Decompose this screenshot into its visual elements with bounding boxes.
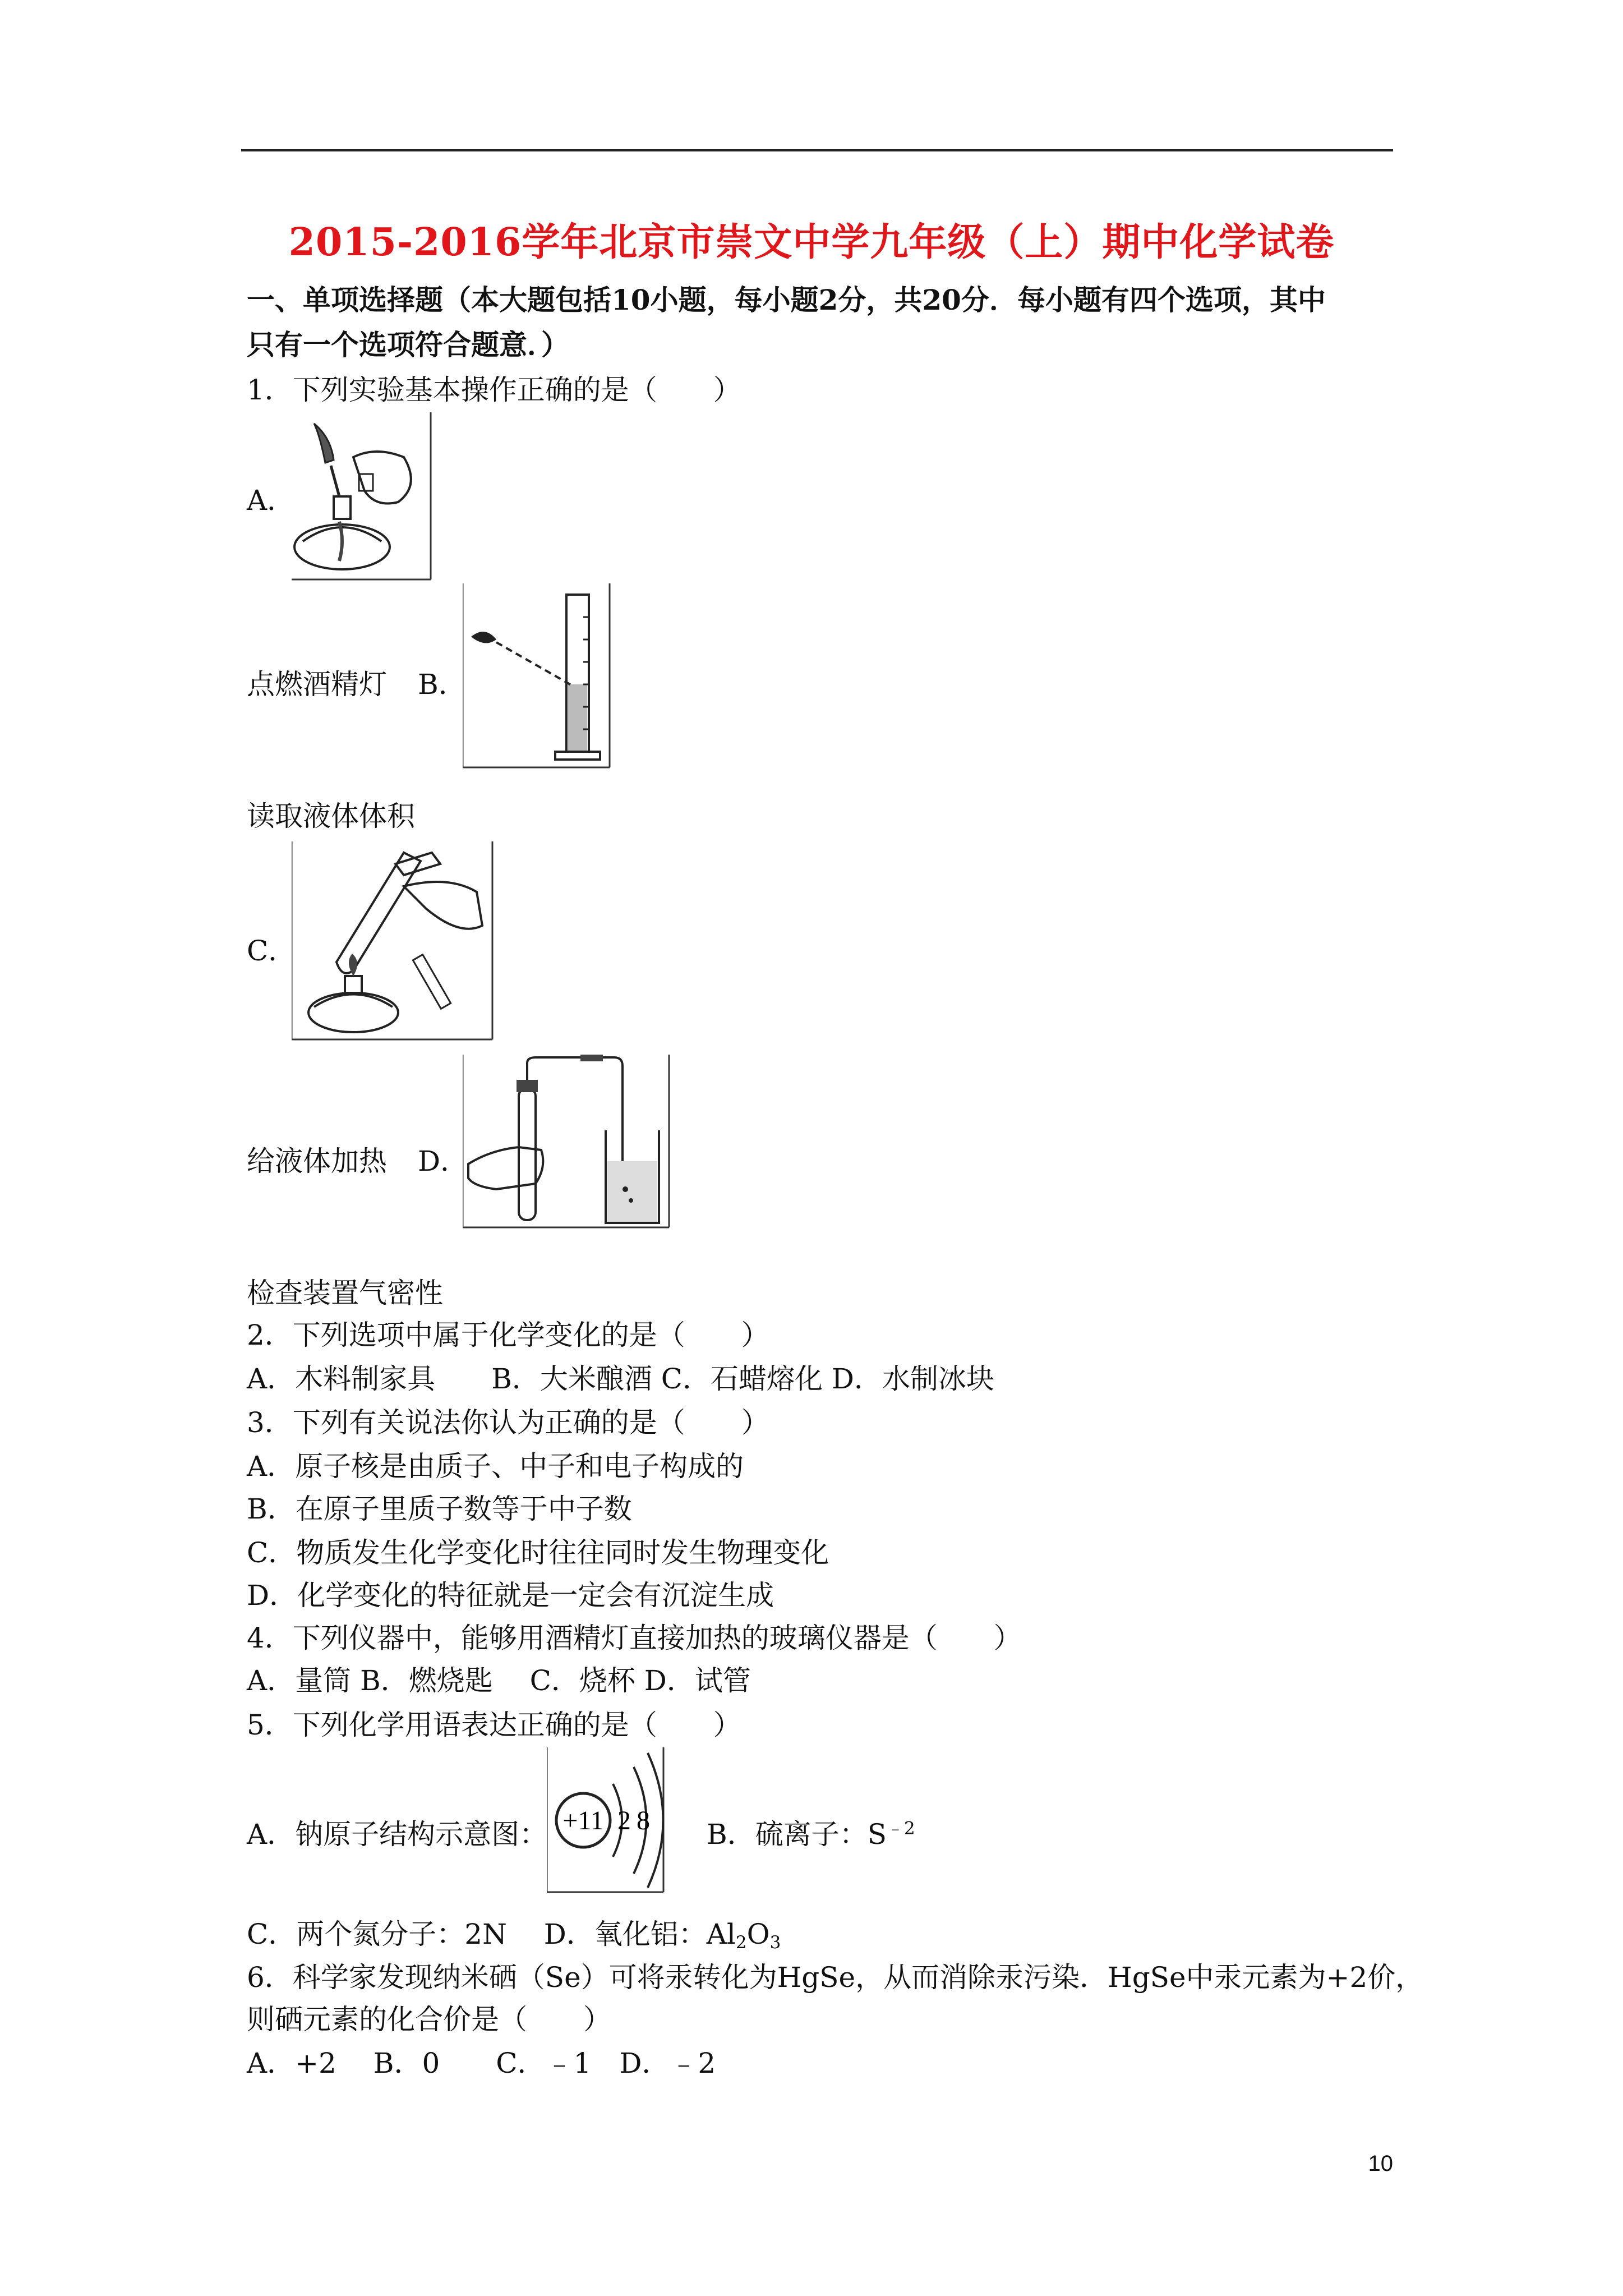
q1-figure-c-heating-liquid — [292, 841, 494, 1041]
q1-caption-d: 检查装置气密性 — [247, 1277, 443, 1309]
q1-caption-c: 给液体加热 — [247, 1145, 387, 1177]
q1-figure-a-alcohol-lamp — [292, 412, 432, 581]
q1-stem: 1．下列实验基本操作正确的是（ ） — [247, 374, 741, 406]
page-number: 10 — [1368, 2151, 1393, 2176]
q1-caption-b: 读取液体体积 — [247, 800, 415, 832]
q1-option-c-label: C． — [247, 935, 297, 967]
q6-options: A．+2 B．0 C．﹣1 D．﹣2 — [247, 2047, 716, 2079]
section-heading-line1: 一、单项选择题（本大题包括10小题，每小题2分，共20分．每小题有四个选项，其中 — [247, 283, 1326, 316]
q1-caption-a: 点燃酒精灯 — [247, 668, 387, 701]
q5-stem: 5．下列化学用语表达正确的是（ ） — [247, 1709, 741, 1741]
q5-nucleus-charge: +11 — [562, 1806, 604, 1835]
q6-stem-line1: 6．科学家发现纳米硒（Se）可将汞转化为HgSe，从而消除汞污染．HgSe中汞元素为+2价， — [247, 1961, 1424, 1994]
q1-figure-d-airtightness-check — [463, 1055, 670, 1228]
q4-options: A．量筒 B．燃烧匙 C．烧杯 D．试管 — [247, 1664, 751, 1697]
q5-option-b-text: B．硫离子：S — [707, 1818, 887, 1851]
q5-shell2-count: 8 — [637, 1806, 650, 1835]
q3-option-a: A．原子核是由质子、中子和电子构成的 — [247, 1450, 744, 1483]
q6-stem-line2: 则硒元素的化合价是（ ） — [247, 2003, 611, 2036]
q5-option-cd-text: C．两个氮分子：2N D．氧化铝：Al — [247, 1918, 736, 1950]
q5-formula-sub2: 3 — [769, 1932, 781, 1953]
q3-option-c: C．物质发生化学变化时往往同时发生物理变化 — [247, 1536, 829, 1569]
q5-formula-oxygen: O — [746, 1918, 770, 1950]
q5-option-b-charge: ﹣2 — [887, 1818, 915, 1839]
q5-sodium-atom-diagram — [547, 1747, 665, 1893]
q2-stem: 2．下列选项中属于化学变化的是（ ） — [247, 1319, 769, 1351]
q4-stem: 4．下列仪器中，能够用酒精灯直接加热的玻璃仪器是（ ） — [247, 1622, 1022, 1654]
q1-option-d-label: D． — [418, 1145, 469, 1177]
q5-option-a: A．钠原子结构示意图： — [247, 1818, 548, 1851]
q5-shell1-count: 2 — [617, 1806, 631, 1835]
q3-stem: 3．下列有关说法你认为正确的是（ ） — [247, 1406, 769, 1439]
q5-option-cd — [247, 1917, 781, 1953]
q3-option-d: D．化学变化的特征就是一定会有沉淀生成 — [247, 1579, 774, 1612]
q5-option-b — [707, 1818, 915, 1851]
q1-option-b-label: B． — [418, 668, 467, 701]
q3-option-b: B．在原子里质子数等于中子数 — [247, 1493, 632, 1525]
page-title: 2015-2016学年北京市崇文中学九年级（上）期中化学试卷 — [288, 220, 1335, 265]
q5-formula-sub1: 2 — [735, 1932, 747, 1953]
header-rule — [241, 149, 1393, 151]
q1-option-a-label: A． — [247, 484, 296, 517]
section-heading-line2: 只有一个选项符合题意．） — [247, 328, 569, 361]
q2-options: A．木料制家具 B．大米酿酒 C．石蜡熔化 D．水制冰块 — [247, 1363, 994, 1395]
q1-figure-b-graduated-cylinder — [463, 583, 614, 769]
